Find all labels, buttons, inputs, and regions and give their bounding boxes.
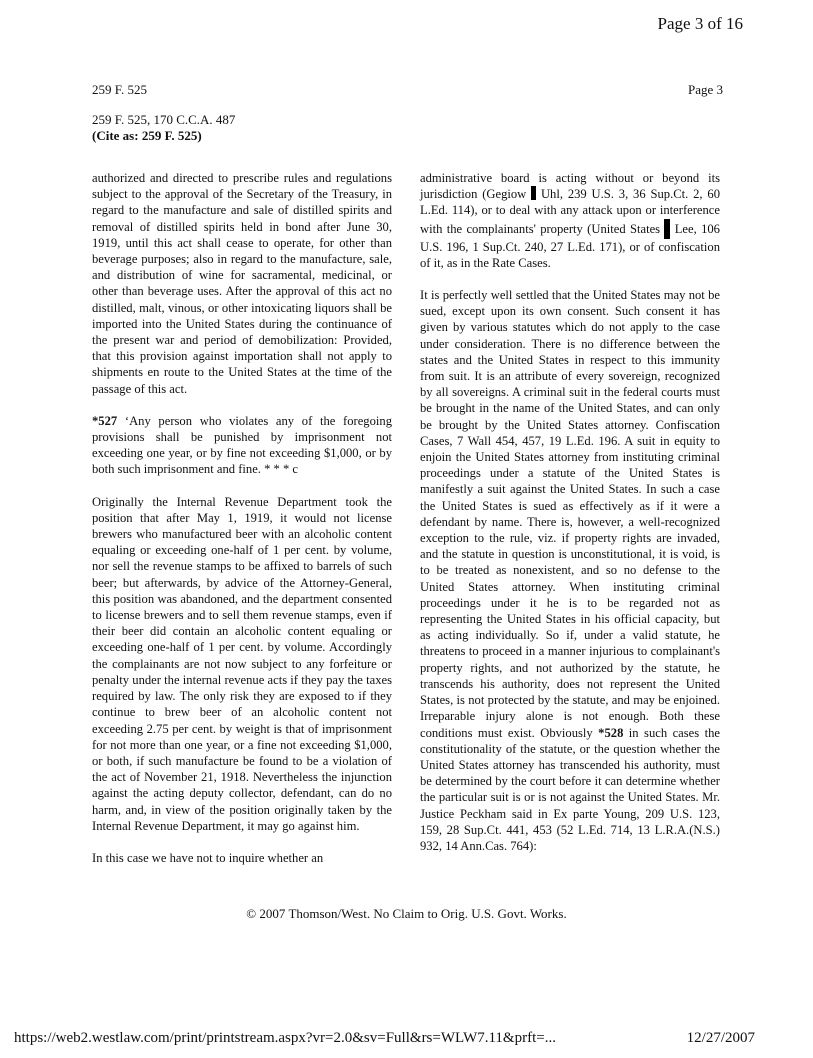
right-p1-b: is acting without or beyond its jurisdiction (Gegiow	[420, 171, 720, 202]
right-paragraph-2	[420, 287, 720, 854]
page-count-label: Page 3 of 16	[657, 14, 743, 33]
right-paragraph-1	[420, 170, 720, 271]
right-column	[420, 170, 720, 870]
right-p1-c: Uhl, 239 U.S. 3, 36 Sup.Ct. 2, 60 L.Ed. 114), or to deal with any attack upon or interference with the complainants' property (United States	[420, 187, 720, 236]
copyright-notice: © 2007 Thomson/West. No Claim to Orig. U.S. Govt. Works.	[246, 906, 567, 921]
page-number: Page 3	[687, 82, 723, 97]
star-page-528[interactable]: *528	[598, 725, 624, 740]
citation-header	[92, 82, 235, 144]
left-paragraph-2-text: ‘Any person who violates any of the foregoing provisions shall be punished by imprisonment not exceeding one year, or by fine not exceeding $1,000, or by both such imprisonment and fine. * * * c	[92, 413, 392, 477]
left-column	[92, 170, 392, 882]
citation-line-1: 259 F. 525	[92, 82, 147, 97]
right-p2-a: It is perfectly well settled that the United States may not be sued, except upon its own consent. Such consent it has given by various statutes which do not apply to the case under consideration. There is no difference between the states and the United States in respect to this immunity from suit. It is an attribute of every sovereign, recognized by all sovereigns. A criminal suit in the federal courts must be brought in the name of the United States, and can only be brought by the United States attorney. Confiscation Cases, 7 Wall 454, 457, 19 L.Ed. 196. A suit in equity to enjoin the United States attorney from instituting criminal proceedings under a statute of the United States is manifestly a suit against the United States. In such a case the United States is sued as effectively as if it were a defendant by name. There is, however, a well-recognized exception to the rule, viz. if property rights are invaded, and the statute in question is unconstitutional, it is void, is to be treated as nonexistent, and so no defense to the United States attorney. When instituting criminal proceedings under it he is to be regarded not as representing the United States in his official capacity, but as acting individually. So if, under a valid statute, he threatens to proceed in a manner injurious to complainant's property rights, and not authorized by the statute, he transcends his authority, does not represent the United States, is not protected by the statute, and may be enjoined. Irreparable injury alone is not enough. Both these conditions must exist. Obviously	[420, 288, 720, 740]
star-page-527[interactable]: *527	[92, 413, 118, 428]
left-paragraph-3: Originally the Internal Revenue Department took the position that after May 1, 1919, it would not license brewers who manufactured beer with an alcoholic content equaling or exceeding one-half of 1 per cent. by volume, nor sell the revenue stamps to be affixed to barrels of such beer; but afterwards, by advice of the Attorney-General, this position was abandoned, and the department consented to license brewers and to sell them revenue stamps, even if their beer did contain an alcoholic content equaling or exceeding one-half of 1 per cent. by volume. Accordingly the complainants are not now subject to any forfeiture or penalty under the internal revenue acts if they pay the taxes required by law. The only risk they are exposed to if they continue to brew beer of an alcoholic content not exceeding 2.75 per cent. by weight is that of imprisonment for not more than one year, or a fine not exceeding $1,000, or both, if such manufacture be found to be a violation of the act of November 21, 1918. Nevertheless the injunction against the acting deputy collector, defendant, can do no harm, and, in view of the position originally taken by the Internal Revenue Department, it may go against him.	[92, 494, 392, 833]
right-p2-b: in such cases the constitutionality of the statute, or the question whether the United States attorney has transcended his authority, must be determined by the court before it can determine whether the particular suit is or is not against the United States. Mr. Justice Peckham said in Ex parte Young, 209 U.S. 123, 159, 28 Sup.Ct. 441, 453 (52 L.Ed. 714, 13 L.R.A.(N.S.) 932, 14 Ann.Cas. 764):	[420, 725, 720, 853]
left-paragraph-1: authorized and directed to prescribe rules and regulations subject to the approval of the Secretary of the Treasury, in regard to the manufacture and sale of distilled spirits and removal of distilled spirits held in bond after June 30, 1919, until this act shall cease to operate, for other than beverage purposes; also in regard to the manufacture, sale, and distribution of wine for sacramental, medicinal, or other than beverage uses. After the approval of this act no distilled, malt, vinous, or other intoxicating liquors shall be imported into the United States during the continuance of the present war and period of demobilization: Provided, that this provision against importation shall not apply to shipments en route to the United States at the time of the passage of this act.	[92, 171, 392, 396]
footer-date: 12/27/2007	[686, 1030, 755, 1046]
citation-line-3: (Cite as: 259 F. 525)	[92, 128, 202, 143]
right-p1-d: Lee, 106 U.S. 196, 1 Sup.Ct. 240, 27 L.Ed. 171), or of confiscation of it, as in the Rate Cases.	[420, 221, 720, 270]
left-paragraph-4: In this case we have not to inquire whether an	[92, 850, 324, 865]
footer-url: https://web2.westlaw.com/print/printstream.aspx?vr=2.0&sv=Full&rs=WLW7.11&prft=...	[14, 1030, 556, 1046]
right-p1-a: administrative board	[420, 171, 539, 185]
citation-line-2: 259 F. 525, 170 C.C.A. 487	[92, 112, 236, 127]
left-paragraph-2	[92, 413, 392, 478]
